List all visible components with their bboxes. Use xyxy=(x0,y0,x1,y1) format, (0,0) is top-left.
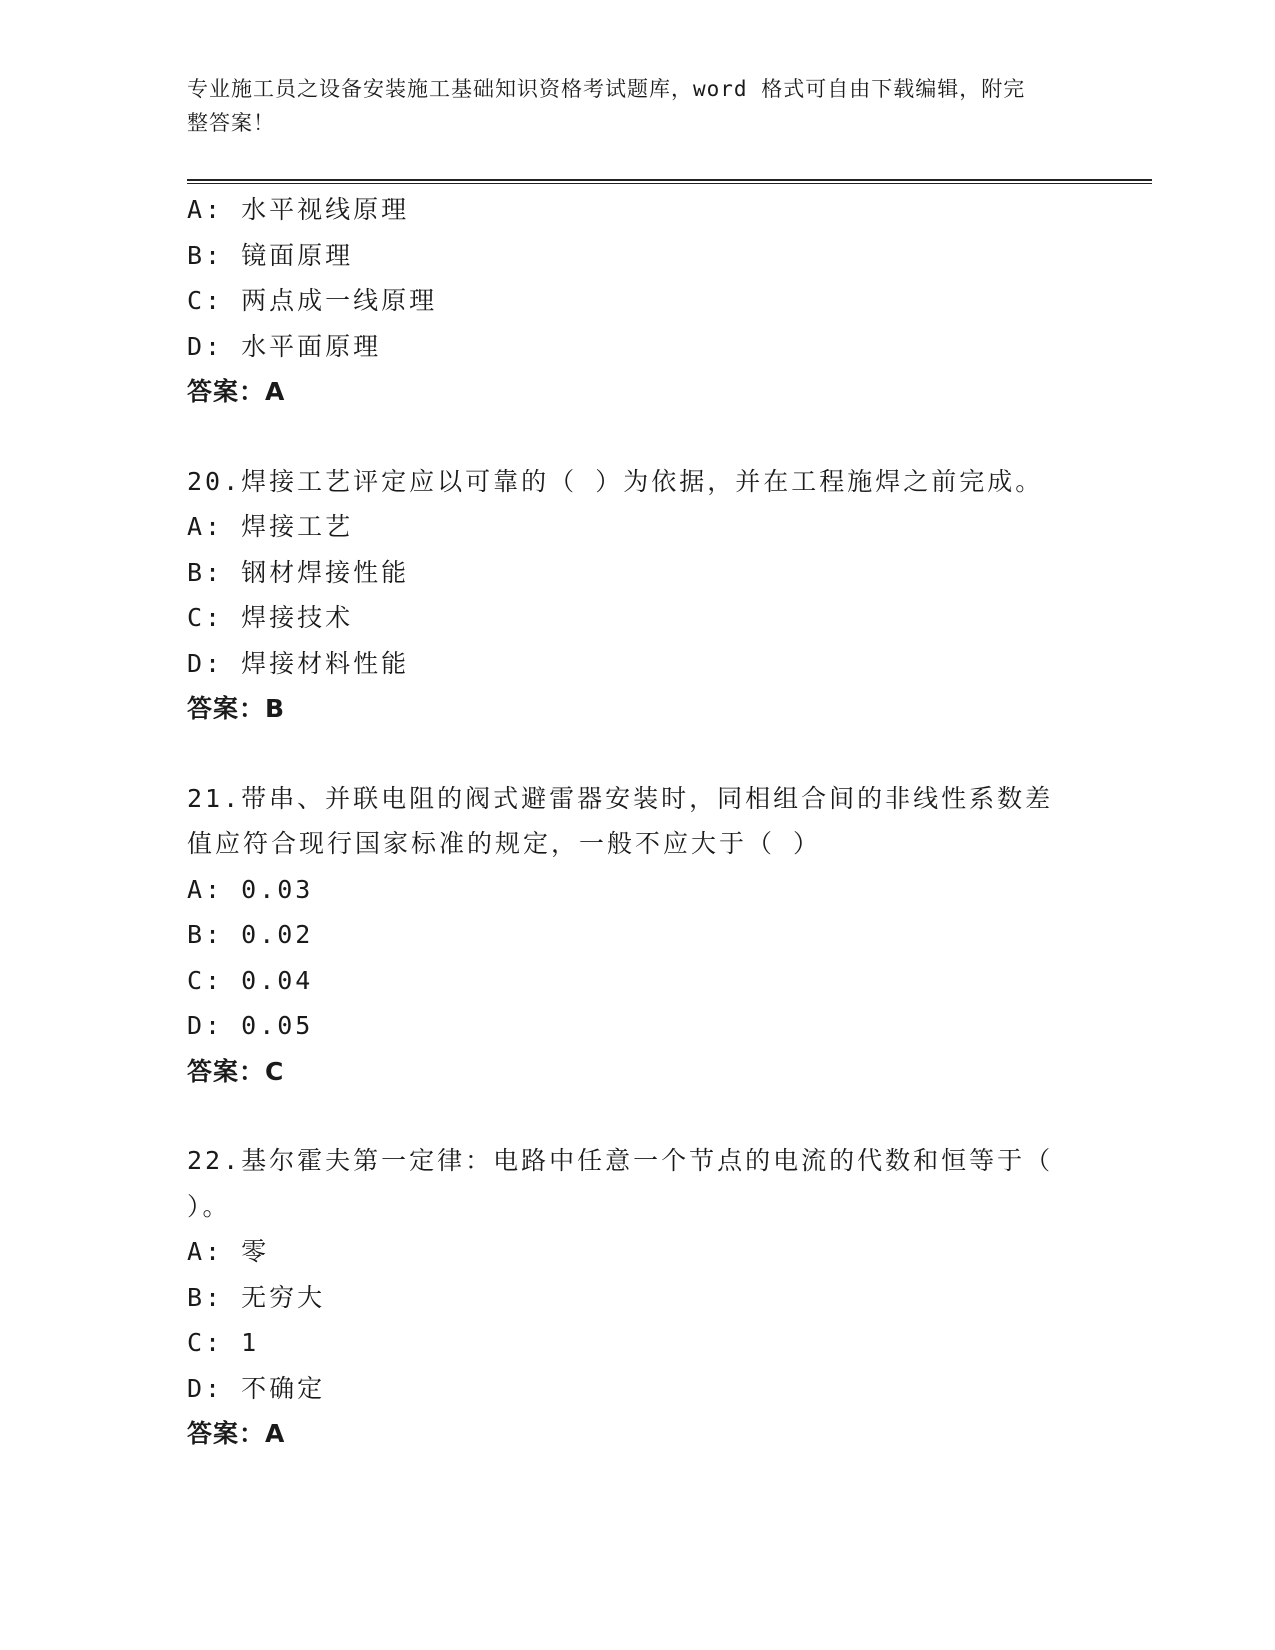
option-a: A: 焊接工艺 xyxy=(187,512,354,541)
option-c: C: 1 xyxy=(187,1328,260,1357)
spacer xyxy=(187,415,1152,459)
option-c: C: 两点成一线原理 xyxy=(187,286,438,315)
spacer xyxy=(187,1094,1152,1138)
answer: 答案：C xyxy=(187,1056,285,1086)
option-d: D: 水平面原理 xyxy=(187,331,382,361)
header-divider xyxy=(187,179,1152,184)
answer: 答案：A xyxy=(187,1419,286,1448)
option-a: A: 水平视线原理 xyxy=(187,195,410,224)
option-c: C: 焊接技术 xyxy=(187,603,354,632)
question-22 xyxy=(187,1138,1152,1457)
spacer xyxy=(187,732,1152,776)
question-stem: 22.基尔霍夫第一定律：电路中任意一个节点的电流的代数和恒等于（ ）。 xyxy=(187,1146,1054,1221)
question-21 xyxy=(187,776,1152,1095)
option-b: B: 镜面原理 xyxy=(187,240,354,270)
question-19 xyxy=(187,187,1152,415)
option-b: B: 无穷大 xyxy=(187,1282,326,1312)
option-d: D: 不确定 xyxy=(187,1373,326,1403)
option-a: A: 零 xyxy=(187,1237,270,1266)
option-d: D: 0.05 xyxy=(187,1011,314,1040)
answer: 答案：A xyxy=(187,377,286,406)
option-b: B: 0.02 xyxy=(187,920,314,949)
question-list xyxy=(187,187,1152,1457)
option-b: B: 钢材焊接性能 xyxy=(187,557,410,587)
question-stem: 21.带串、并联电阻的阀式避雷器安装时，同相组合间的非线性系数差值应符合现行国家标准的规定，一般不应大于（ ） xyxy=(187,783,1054,858)
answer: 答案：B xyxy=(187,694,286,723)
question-stem: 20.焊接工艺评定应以可靠的（ ）为依据，并在工程施焊之前完成。 xyxy=(187,466,1044,496)
option-c: C: 0.04 xyxy=(187,965,314,995)
option-a: A: 0.03 xyxy=(187,874,314,904)
document-header: 专业施工员之设备安装施工基础知识资格考试题库，word 格式可自由下载编辑，附完整答案！ xyxy=(187,77,1026,135)
option-d: D: 焊接材料性能 xyxy=(187,648,410,678)
question-20 xyxy=(187,459,1152,732)
